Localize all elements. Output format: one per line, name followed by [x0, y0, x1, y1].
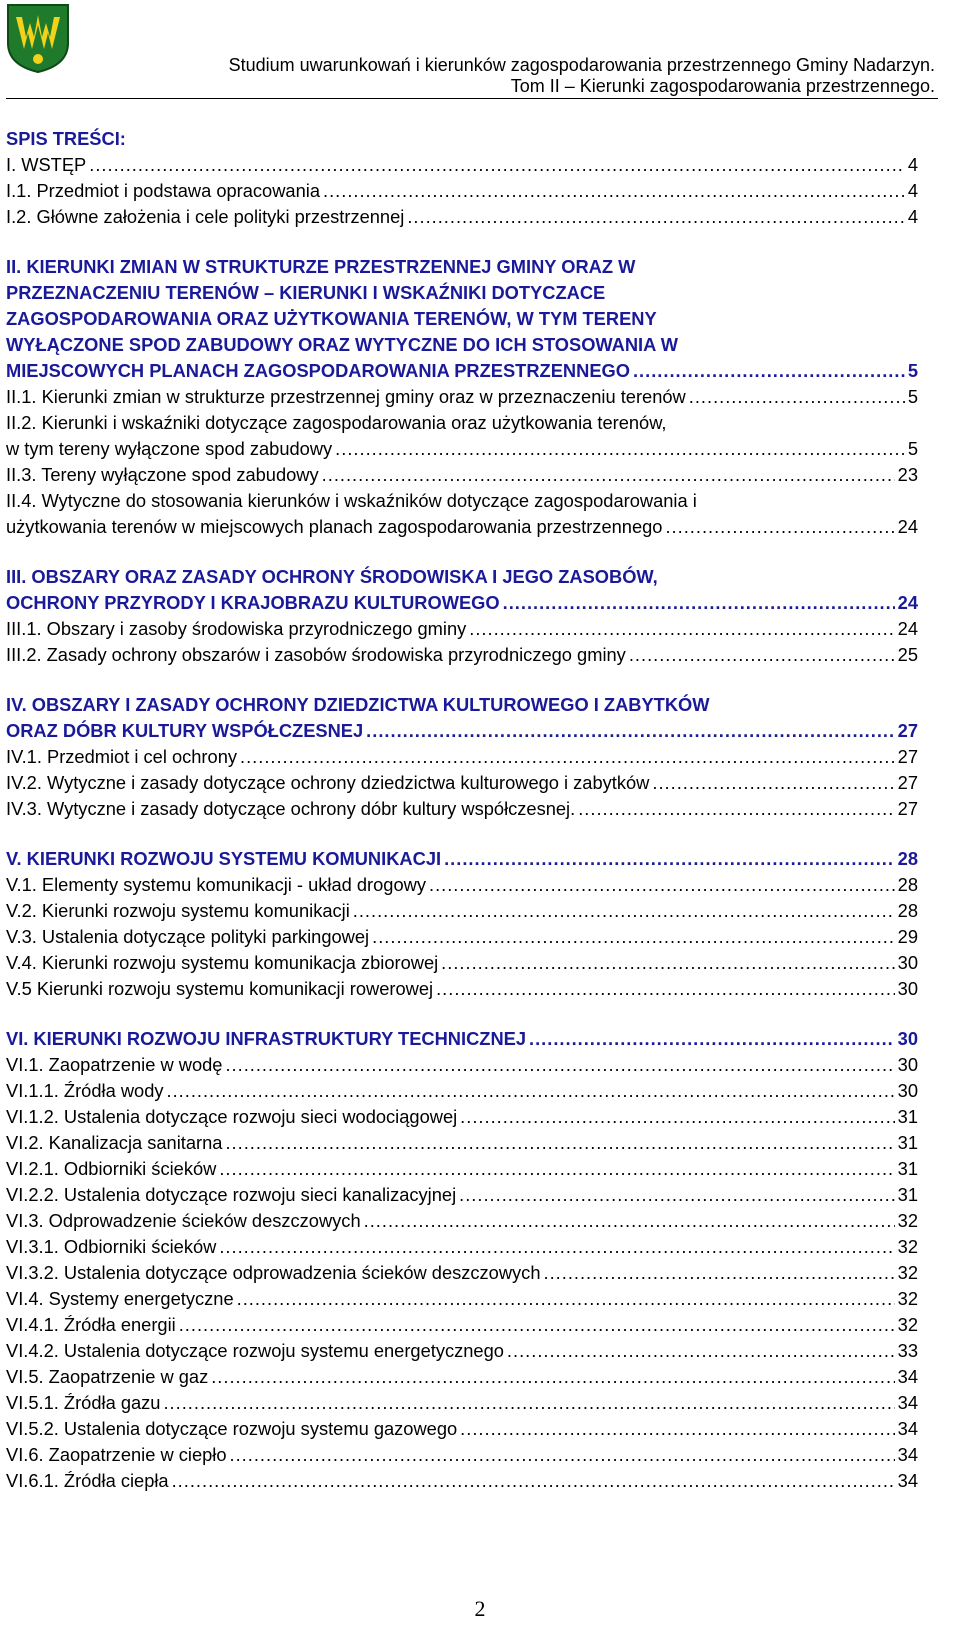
- toc-entry-section-3: III. OBSZARY ORAZ ZASADY OCHRONY ŚRODOWISKA I JEGO ZASOBÓW, OCHRONY PRZYRODY I KRAJOBRAZU KULTUROWEGO ..... 24: [6, 564, 918, 616]
- toc-entry-section-1: I. WSTĘP ..... 4: [6, 152, 918, 178]
- toc-entry: VI.1.2. Ustalenia dotyczące rozwoju sieci wodociągowej ..... 31: [6, 1104, 918, 1130]
- toc-entry: VI.5.2. Ustalenia dotyczące rozwoju systemu gazowego ..... 34: [6, 1416, 918, 1442]
- toc-entry: VI.3. Odprowadzenie ścieków deszczowych ..... 32: [6, 1208, 918, 1234]
- toc-entry: VI.6.1. Źródła ciepła ..... 34: [6, 1468, 918, 1494]
- toc-entry: III.1. Obszary i zasoby środowiska przyrodniczego gminy ..... 24: [6, 616, 918, 642]
- toc-entry-section-6: VI. KIERUNKI ROZWOJU INFRASTRUKTURY TECHNICZNEJ ..... 30: [6, 1026, 918, 1052]
- toc-entry: V.5 Kierunki rozwoju systemu komunikacji rowerowej ..... 30: [6, 976, 918, 1002]
- toc-entry: VI.1. Zaopatrzenie w wodę ..... 30: [6, 1052, 918, 1078]
- toc-entry: VI.4.1. Źródła energii ..... 32: [6, 1312, 918, 1338]
- toc-entry: VI.5.1. Źródła gazu ..... 34: [6, 1390, 918, 1416]
- toc-entry: VI.4. Systemy energetyczne ..... 32: [6, 1286, 918, 1312]
- toc-entry: II.3. Tereny wyłączone spod zabudowy ..... 23: [6, 462, 918, 488]
- toc-entry: VI.3.2. Ustalenia dotyczące odprowadzenia ścieków deszczowych ..... 32: [6, 1260, 918, 1286]
- header-line-1: Studium uwarunkowań i kierunków zagospodarowania przestrzennego Gminy Nadarzyn.: [228, 55, 935, 75]
- toc-entry: VI.2.2. Ustalenia dotyczące rozwoju sieci kanalizacyjnej ..... 31: [6, 1182, 918, 1208]
- coat-of-arms-crown-dot: [33, 54, 43, 64]
- toc-entry: II.4. Wytyczne do stosowania kierunków i wskaźników dotyczące zagospodarowania i użytkowania terenów w miejscowych planach zagospodarowania przestrzennego ..... 24: [6, 488, 918, 540]
- toc-entry: IV.2. Wytyczne i zasady dotyczące ochrony dziedzictwa kulturowego i zabytków ..... 27: [6, 770, 918, 796]
- toc-entry: III.2. Zasady ochrony obszarów i zasobów środowiska przyrodniczego gminy ..... 25: [6, 642, 918, 668]
- toc-entry: II.1. Kierunki zmian w strukturze przestrzennej gminy oraz w przeznaczeniu terenów ..... 5: [6, 384, 918, 410]
- toc-entry: VI.6. Zaopatrzenie w ciepło ..... 34: [6, 1442, 918, 1468]
- page-number: 2: [474, 1596, 486, 1621]
- toc-entry: II.2. Kierunki i wskaźniki dotyczące zagospodarowania oraz użytkowania terenów, w tym tereny wyłączone spod zabudowy ..... 5: [6, 410, 918, 462]
- header-line-2: Tom II – Kierunki zagospodarowania przestrzennego.: [510, 76, 935, 96]
- toc-entry: V.4. Kierunki rozwoju systemu komunikacja zbiorowej ..... 30: [6, 950, 918, 976]
- table-of-contents: [6, 126, 918, 1494]
- toc-entry: V.1. Elementy systemu komunikacji - układ drogowy ..... 28: [6, 872, 918, 898]
- toc-entry: I.2. Główne założenia i cele polityki przestrzennej ..... 4: [6, 204, 918, 230]
- header-divider: [6, 98, 938, 99]
- toc-title: SPIS TREŚCI:: [6, 128, 126, 149]
- toc-entry: VI.1.1. Źródła wody ..... 30: [6, 1078, 918, 1104]
- toc-entry: VI.3.1. Odbiorniki ścieków ..... 32: [6, 1234, 918, 1260]
- toc-entry-section-4: IV. OBSZARY I ZASADY OCHRONY DZIEDZICTWA KULTUROWEGO I ZABYTKÓW ORAZ DÓBR KULTURY WSPÓŁCZESNEJ ..... 27: [6, 692, 918, 744]
- toc-entry-section-5: V. KIERUNKI ROZWOJU SYSTEMU KOMUNIKACJI ..... 28: [6, 846, 918, 872]
- toc-entry: V.2. Kierunki rozwoju systemu komunikacji ..... 28: [6, 898, 918, 924]
- document-header: [229, 55, 935, 97]
- toc-entry: VI.5. Zaopatrzenie w gaz ..... 34: [6, 1364, 918, 1390]
- toc-entry: IV.1. Przedmiot i cel ochrony ..... 27: [6, 744, 918, 770]
- toc-entry: VI.2. Kanalizacja sanitarna ..... 31: [6, 1130, 918, 1156]
- toc-entry: V.3. Ustalenia dotyczące polityki parkingowej ..... 29: [6, 924, 918, 950]
- toc-entry: VI.2.1. Odbiorniki ścieków ..... 31: [6, 1156, 918, 1182]
- municipality-coat-of-arms-logo: [6, 3, 70, 74]
- toc-entry: I.1. Przedmiot i podstawa opracowania ..... 4: [6, 178, 918, 204]
- toc-entry-section-2: II. KIERUNKI ZMIAN W STRUKTURZE PRZESTRZENNEJ GMINY ORAZ W PRZEZNACZENIU TERENÓW – KIERUNKI I WSKAŹNIKI DOTYCZACE ZAGOSPODAROWANIA ORAZ UŻYTKOWANIA TERENÓW, W TYM TERENY WYŁĄCZONE SPOD ZABUDOWY ORAZ WYTYCZNE DO ICH STOSOWANIA W MIEJSCOWYCH PLANACH ZAGOSPODAROWANIA PRZESTRZENNEGO ..... 5: [6, 254, 918, 384]
- toc-entry: IV.3. Wytyczne i zasady dotyczące ochrony dóbr kultury współczesnej. ..... 27: [6, 796, 918, 822]
- toc-entry: VI.4.2. Ustalenia dotyczące rozwoju systemu energetycznego ..... 33: [6, 1338, 918, 1364]
